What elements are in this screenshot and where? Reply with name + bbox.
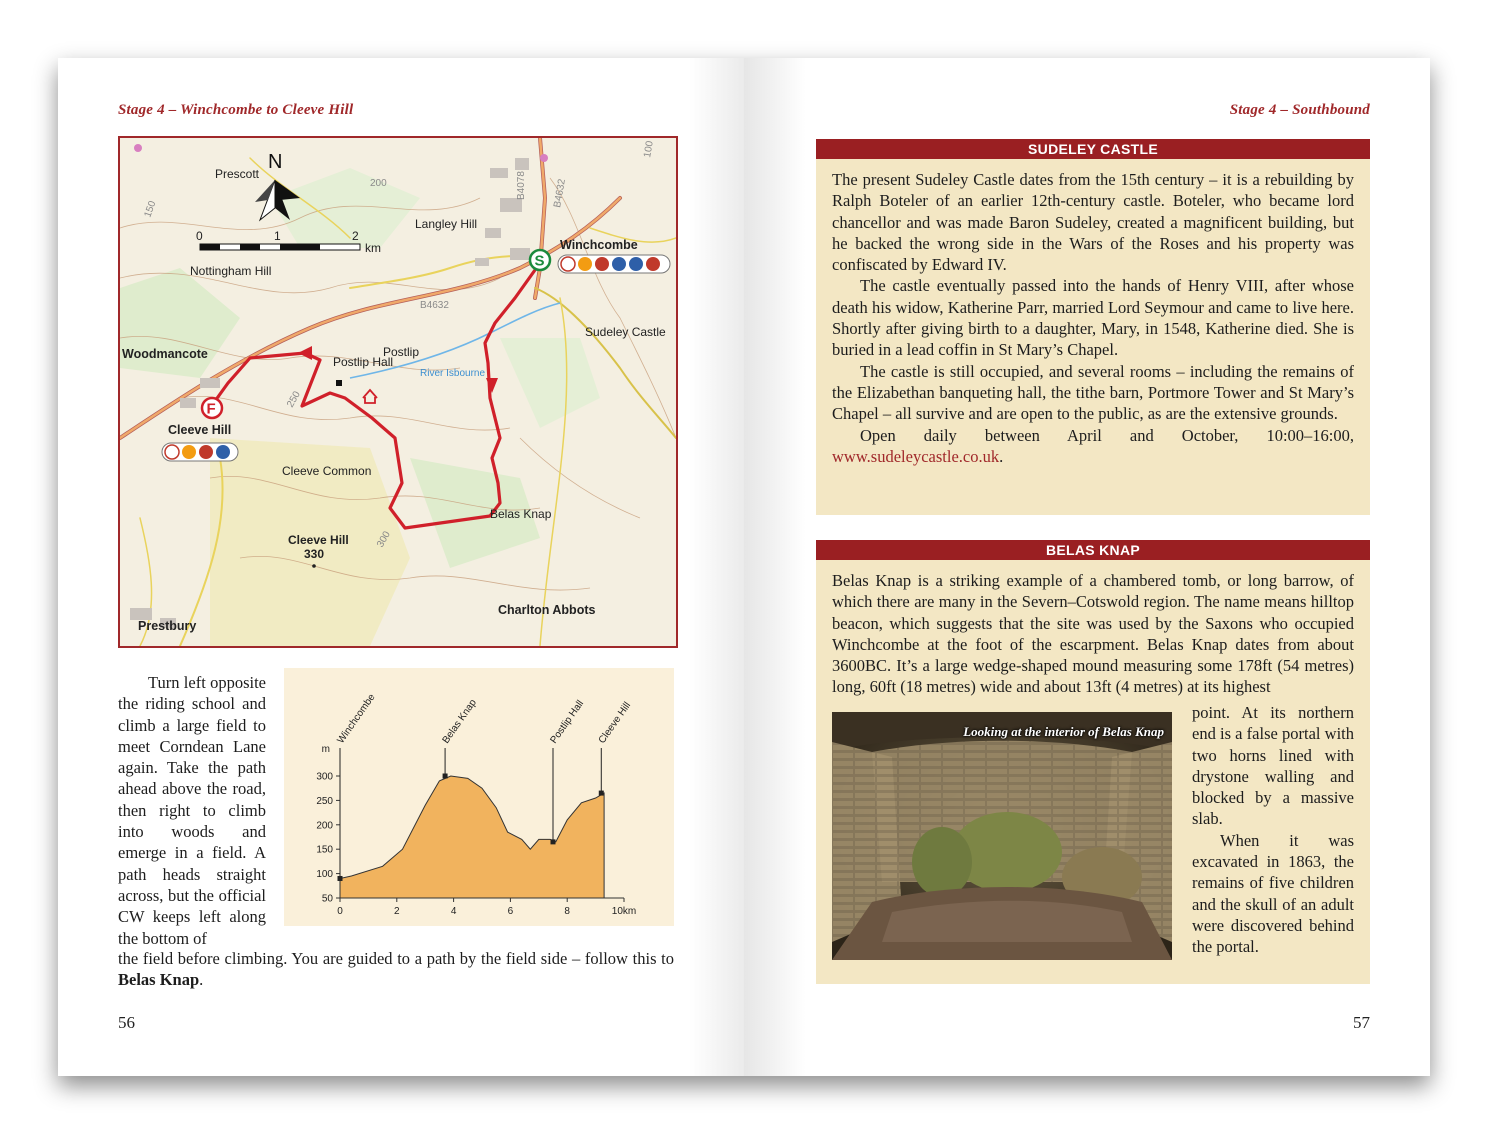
- x-tick-label: 8: [564, 906, 570, 917]
- marker-point: [338, 876, 343, 881]
- route-text-full: [118, 948, 674, 991]
- x-tick-label: 10km: [611, 906, 637, 917]
- label-cleeve-hill: Cleeve Hill: [168, 423, 232, 437]
- sudeley-p4: [832, 425, 1354, 468]
- y-axis-label: m: [321, 744, 330, 755]
- marker-point: [551, 839, 556, 844]
- belas-p1: Belas Knap is a striking example of a chambered tomb, or long barrow, of which there are many in the Severn–Cotswold region. The name means hilltop beacon, which suggests that the site was used by the Saxons who occupied Winchcombe at the foot of the escarpment. Belas Knap dates from about 3600BC. It’s a large wedge-shaped mound measuring some 178ft (54 metres) long, 60ft (18 metres) wide and about 13ft (4 metres) at its highest: [832, 571, 1354, 697]
- scale-unit: km: [365, 241, 381, 255]
- label-cleeve-common: Cleeve Common: [282, 464, 372, 478]
- marker-label: Winchcombe: [335, 692, 378, 746]
- food-icon: [182, 445, 196, 459]
- running-head-right: Stage 4 – Southbound: [1229, 102, 1370, 118]
- sudeley-website-link[interactable]: www.sudeleycastle.co.uk: [832, 446, 1000, 466]
- y-tick-label: 300: [316, 771, 333, 783]
- contour-100: 100: [642, 140, 656, 159]
- marker-label: Belas Knap: [440, 697, 479, 746]
- label-cleeve-hill-summit: Cleeve Hill: [288, 533, 349, 547]
- start-marker: [530, 250, 550, 270]
- belas-knap-wrap-text: [1192, 702, 1354, 958]
- x-tick-label: 0: [337, 906, 343, 917]
- road-b4078: B4078: [516, 171, 527, 200]
- label-charlton-abbots: Charlton Abbots: [498, 603, 596, 617]
- route-text-prefix: the field before climbing. You are guided to a path by the field side – follow this to: [118, 949, 674, 968]
- photo-caption: Looking at the interior of Belas Knap: [963, 724, 1164, 739]
- north-label: N: [268, 151, 283, 173]
- label-prescott: Prescott: [215, 167, 260, 181]
- contour-200: 200: [370, 178, 387, 189]
- running-head-left: Stage 4 – Winchcombe to Cleeve Hill: [118, 102, 354, 118]
- label-sudeley-castle: Sudeley Castle: [585, 325, 666, 339]
- contour-150: 150: [142, 199, 159, 220]
- label-woodmancote: Woodmancote: [122, 347, 208, 361]
- finish-marker: [202, 398, 222, 418]
- x-tick-label: 6: [507, 906, 514, 917]
- sudeley-p1: The present Sudeley Castle dates from the 15th century – it is a rebuilding by Ralph Boteler of an earlier 12th-century castle. Boteler, who became lord chancellor and was made Baron Sudeley, created a magnificent building, but he backed the wrong side in the Wars of the Roses and his property was confiscated by Edward IV.: [832, 170, 1354, 275]
- belas-knap-photo: [832, 712, 1172, 960]
- bus-icon: [646, 257, 660, 271]
- label-nottingham-hill: Nottingham Hill: [190, 264, 272, 278]
- marker-label: Postlip Hall: [548, 698, 587, 746]
- sudeley-castle-box: [816, 139, 1370, 515]
- svg-text:F: F: [206, 400, 216, 418]
- y-tick-label: 250: [316, 795, 333, 807]
- right-page: [744, 58, 1430, 1076]
- marker-point: [443, 774, 448, 779]
- pub-icon: [199, 445, 213, 459]
- route-text-suffix: .: [199, 970, 204, 990]
- label-river: River Isbourne: [420, 368, 486, 379]
- accommodation-icon: [165, 445, 179, 459]
- contour-250: 250: [285, 389, 303, 410]
- x-tick-label: 2: [394, 906, 400, 917]
- label-postlip: Postlip: [383, 345, 420, 359]
- scale-1: 1: [274, 229, 281, 243]
- sudeley-p4-end: .: [999, 446, 1004, 466]
- shop-icon: [216, 445, 230, 459]
- y-tick-label: 100: [316, 869, 333, 881]
- info-icon: [629, 257, 643, 271]
- label-postlip-hall: Postlip Hall: [333, 355, 394, 369]
- left-page: [58, 58, 744, 1076]
- belas-wrap2: When it was excavated in 1863, the remains of five children and the skull of an adult were discovered behind the portal.: [1192, 830, 1354, 957]
- sudeley-p2: The castle eventually passed into the hands of Henry VIII, after whose death his widow, Katherine Parr, married Lord Seymour and came to live here. Shortly after giving birth to a daughter, Mary, in 1548, Katherine died. She is buried in a lead coffin in St Mary’s Chapel.: [832, 276, 1354, 360]
- svg-text:S: S: [534, 252, 545, 270]
- sudeley-p3: The castle is still occupied, and several rooms – including the remains of the Elizabethan banqueting hall, the tithe barn, Portmore Tower and St Mary’s Chapel – all survive and are open to the public, as are the extensive grounds.: [832, 361, 1354, 424]
- y-tick-label: 50: [321, 893, 333, 905]
- belas-wrap1: point. At its northern end is a false portal with two horns lined with drystone walling and blocked by a massive slab.: [1192, 703, 1354, 829]
- winchcombe-facilities: [558, 255, 670, 273]
- marker-point: [599, 791, 604, 796]
- scale-0: 0: [196, 229, 203, 243]
- map-drawing: [120, 138, 676, 646]
- belas-knap-text: [816, 560, 1370, 698]
- elevation-chart: [284, 668, 674, 926]
- label-belas-knap: Belas Knap: [490, 507, 552, 521]
- cleeve-hill-facilities: [162, 443, 238, 461]
- food-icon: [578, 257, 592, 271]
- sudeley-castle-text: [816, 159, 1370, 467]
- road-b4632-a: B4632: [420, 300, 449, 311]
- sudeley-castle-title: SUDELEY CASTLE: [816, 139, 1370, 159]
- x-tick-label: 4: [450, 906, 457, 917]
- marker-label: Cleeve Hill: [596, 700, 634, 746]
- shop-icon: [612, 257, 626, 271]
- sudeley-p4-text: Open daily between April and October, 10:00–16:00,: [860, 425, 1354, 445]
- accommodation-icon: [561, 257, 575, 271]
- label-winchcombe: Winchcombe: [560, 238, 638, 252]
- label-summit-height: 330: [304, 547, 325, 561]
- elevation-profile: [284, 668, 674, 926]
- y-tick-label: 200: [316, 820, 333, 832]
- route-map: [118, 136, 678, 648]
- pub-icon: [595, 257, 609, 271]
- page-number-left: 56: [118, 1013, 135, 1032]
- page-number-right: 57: [1353, 1013, 1370, 1032]
- tomb-interior-image: [832, 712, 1172, 960]
- belas-knap-box: [816, 540, 1370, 984]
- route-text-wrapped: Turn left opposite the riding school and climb a large field to meet Corndean Lane again. Take the path ahead above the road, then right to climb into woods and emerge in a field. A path heads straight across, but the official CW keeps left along the bottom of: [118, 673, 266, 948]
- elevation-area: [340, 776, 604, 898]
- road-b4632-b: B4632: [552, 178, 568, 209]
- guidebook-spread: [58, 58, 1430, 1076]
- contour-300: 300: [375, 529, 393, 550]
- belas-knap-title: BELAS KNAP: [816, 540, 1370, 560]
- scale-2: 2: [352, 229, 359, 243]
- route-text-bold: Belas Knap: [118, 970, 200, 990]
- y-tick-label: 150: [316, 844, 333, 856]
- label-langley-hill: Langley Hill: [415, 217, 478, 231]
- label-prestbury: Prestbury: [138, 619, 197, 633]
